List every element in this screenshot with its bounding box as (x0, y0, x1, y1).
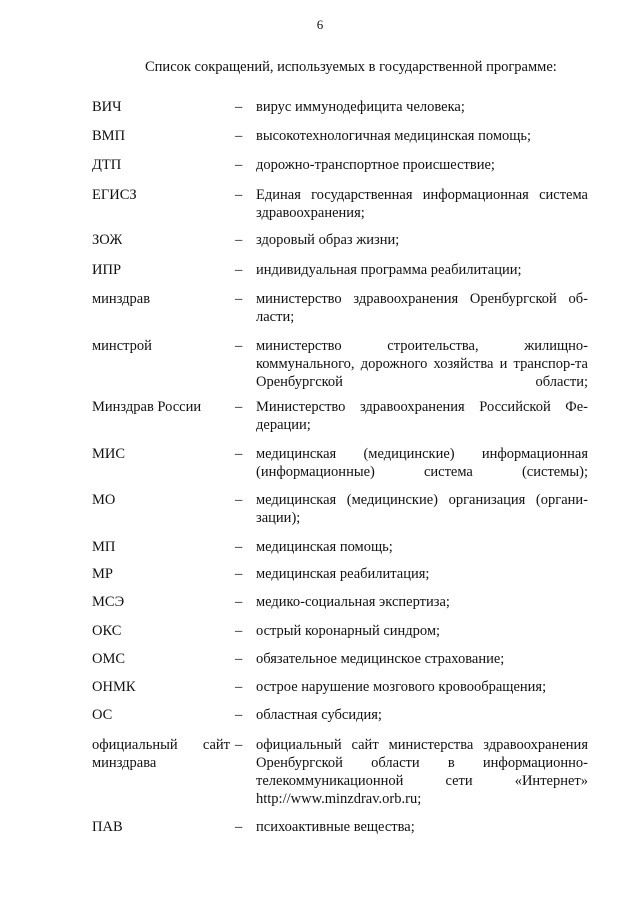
abbreviation-definition: медицинская реабилитация; (256, 566, 430, 582)
abbreviation-term: минстрой (92, 338, 152, 354)
abbreviation-term: ЗОЖ (92, 232, 123, 248)
page-number: 6 (316, 17, 324, 32)
abbreviations-heading: Список сокращений, используемых в государственной программе: (145, 59, 557, 75)
dash-separator: – (235, 623, 243, 639)
abbreviation-definition: областная субсидия; (256, 707, 382, 723)
abbreviation-definition: медико-социальная экспертиза; (256, 594, 450, 610)
abbreviation-definition: здоровый образ жизни; (256, 232, 400, 248)
abbreviation-definition: дорожно-транспортное происшествие; (256, 157, 495, 173)
abbreviation-term: ПАВ (92, 819, 123, 835)
abbreviation-definition: высокотехнологичная медицинская помощь; (256, 128, 532, 144)
abbreviation-definition: медицинская (медицинские) информационная (информационные) система (системы); (256, 446, 588, 480)
abbreviation-definition: Министерство здравоохранения Российской Фе-дерации; (256, 399, 588, 433)
dash-separator: – (235, 707, 243, 723)
abbreviation-term: ВИЧ (92, 99, 122, 115)
abbreviation-definition: обязательное медицинское страхование; (256, 651, 505, 667)
dash-separator: – (235, 99, 243, 115)
abbreviation-term: ДТП (92, 157, 122, 173)
dash-separator: – (235, 262, 243, 278)
dash-separator: – (235, 128, 243, 144)
abbreviation-definition: психоактивные вещества; (256, 819, 415, 835)
dash-separator: – (235, 819, 243, 835)
dash-separator: – (235, 446, 243, 462)
dash-separator: – (235, 187, 243, 203)
abbreviation-term: МП (92, 539, 116, 555)
dash-separator: – (235, 157, 243, 173)
abbreviation-definition: Единая государственная информационная система здравоохранения; (256, 187, 588, 221)
abbreviation-definition: острый коронарный синдром; (256, 623, 441, 639)
dash-separator: – (235, 679, 243, 695)
abbreviation-definition: индивидуальная программа реабилитации; (256, 262, 522, 278)
abbreviation-term: МО (92, 492, 116, 508)
dash-separator: – (235, 492, 243, 508)
abbreviation-term: ОС (92, 707, 113, 723)
abbreviation-definition: официальный сайт министерства здравоохранения Оренбургской области в информационно-телекоммуникационной сети «Интернет» http://www.minzdrav.orb.ru; (256, 737, 588, 807)
dash-separator: – (235, 566, 243, 582)
abbreviation-term: ОМС (92, 651, 126, 667)
dash-separator: – (235, 291, 243, 307)
abbreviation-term: минздрав (92, 291, 151, 307)
abbreviation-definition: медицинская помощь; (256, 539, 393, 555)
dash-separator: – (235, 338, 243, 354)
dash-separator: – (235, 399, 243, 415)
abbreviation-definition: вирус иммунодефицита человека; (256, 99, 465, 115)
dash-separator: – (235, 539, 243, 555)
dash-separator: – (235, 594, 243, 610)
abbreviation-term: ОКС (92, 623, 122, 639)
abbreviation-term: ИПР (92, 262, 122, 278)
abbreviation-term: ОНМК (92, 679, 136, 695)
abbreviation-term: официальный сайт минздрава (92, 737, 230, 771)
abbreviation-term: Минздрав России (92, 399, 202, 415)
abbreviation-term: МР (92, 566, 113, 582)
abbreviation-definition: острое нарушение мозгового кровообращения; (256, 679, 547, 695)
dash-separator: – (235, 737, 243, 753)
abbreviation-term: МИС (92, 446, 126, 462)
abbreviation-term: ЕГИСЗ (92, 187, 137, 203)
dash-separator: – (235, 651, 243, 667)
abbreviation-term: ВМП (92, 128, 126, 144)
abbreviation-definition: министерство здравоохранения Оренбургской об-ласти; (256, 291, 588, 325)
dash-separator: – (235, 232, 243, 248)
abbreviation-definition: министерство строительства, жилищно-коммунального, дорожного хозяйства и транспор-та Оренбургской области; (256, 338, 588, 390)
abbreviation-term: МСЭ (92, 594, 125, 610)
abbreviation-definition: медицинская (медицинские) организация (органи-зации); (256, 492, 588, 526)
